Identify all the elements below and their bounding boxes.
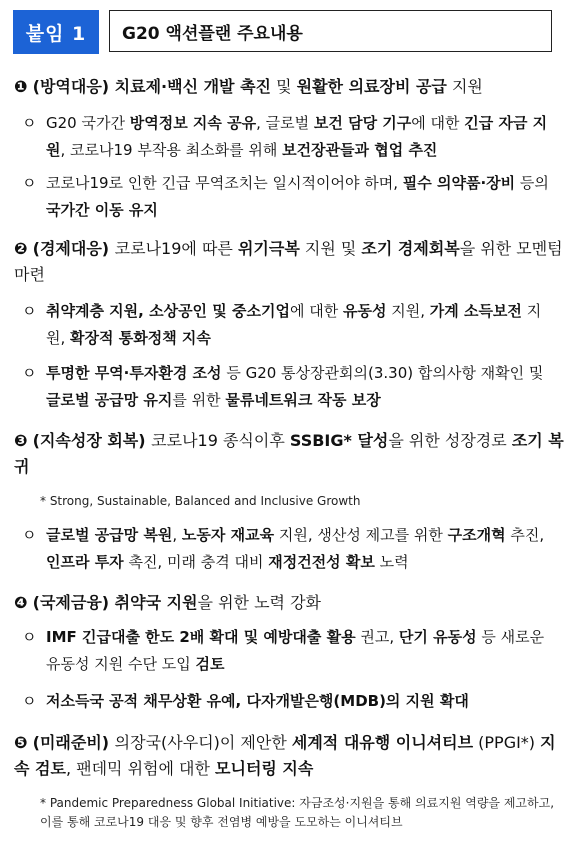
text-run: 등 새로운 유동성 지원 수단 도입 bbox=[46, 628, 545, 673]
text-run: , 팬데믹 위험에 대한 bbox=[65, 759, 216, 778]
text-run: 구조개혁 bbox=[447, 526, 506, 544]
text-run: 지원, 생산성 제고를 위한 bbox=[274, 526, 448, 544]
text-run: 에 대한 bbox=[411, 114, 465, 132]
text-run: 지원 및 bbox=[299, 239, 362, 258]
text-run: 필수 의약품·장비 bbox=[402, 174, 516, 192]
item-text bbox=[22, 360, 557, 414]
text-run: 가계 소득보전 bbox=[429, 302, 522, 320]
section-number: ❶ bbox=[14, 77, 28, 96]
item-text: 저소득국 공적 채무상환 유예, 다자개발은행(MDB)의 지원 확대 bbox=[46, 692, 469, 710]
attachment-badge: 붙임 1 bbox=[13, 10, 99, 54]
text-run: SSBIG* 달성 bbox=[289, 431, 389, 450]
footnote-ppgi: * Pandemic Preparedness Global Initiative: 자금조성·지원을 통해 의료지원 역량을 제고하고, 이를 통해 코로나19 대응 및 향후 전염병 예방을 도모하는 이니셔티브 bbox=[40, 796, 555, 829]
text-run: 을 위한 모멘텀 마련 bbox=[14, 239, 563, 284]
header bbox=[13, 10, 554, 54]
text-run: 단기 유동성 bbox=[398, 628, 477, 646]
section-number: ❷ bbox=[14, 239, 28, 258]
section-2-item-2 bbox=[22, 360, 557, 414]
text-run: 인프라 투자 bbox=[46, 553, 124, 571]
text-run: 을 위한 성장경로 bbox=[388, 431, 512, 450]
section-1-label: (방역대응) bbox=[32, 77, 115, 96]
text-run: 등 G20 통상장관회의(3.30) 합의사항 재확인 및 bbox=[221, 364, 544, 382]
text-run: 위기극복 bbox=[237, 239, 300, 258]
text-run: 추진, bbox=[505, 526, 545, 544]
text-run: 방역정보 지속 공유 bbox=[129, 114, 257, 132]
text-run: 유동성 bbox=[342, 302, 387, 320]
text-run: 보건장관들과 협업 추진 bbox=[282, 141, 438, 159]
text-run: 코로나19 종식이후 bbox=[151, 431, 290, 450]
text-run: 지속 검토 bbox=[14, 733, 556, 778]
section-2-heading bbox=[14, 236, 564, 288]
text-run: 치료제·백신 개발 촉진 bbox=[114, 77, 271, 96]
item-text bbox=[22, 298, 557, 352]
bullet-icon: ㅇ bbox=[22, 692, 37, 710]
text-run: 지원, bbox=[386, 302, 430, 320]
item-text bbox=[22, 624, 557, 678]
section-number: ❺ bbox=[14, 733, 28, 752]
bullet-icon: ㅇ bbox=[22, 174, 37, 192]
text-run: 모니터링 지속 bbox=[215, 759, 314, 778]
text-run: 촉진, 미래 충격 대비 bbox=[123, 553, 269, 571]
section-4-label: (국제금융) bbox=[32, 593, 115, 612]
text-run: 및 bbox=[271, 77, 297, 96]
text-run: 재정건전성 확보 bbox=[268, 553, 375, 571]
text-run: 지원 bbox=[446, 77, 483, 96]
section-5-heading bbox=[14, 730, 564, 782]
text-run: 에 대한 bbox=[289, 302, 343, 320]
text-run: 코로나19로 인한 긴급 무역조치는 일시적이어야 하며, bbox=[46, 174, 403, 192]
bullet-icon: ㅇ bbox=[22, 628, 37, 646]
section-2-label: (경제대응) bbox=[32, 239, 115, 258]
text-run: 노동자 재교육 bbox=[181, 526, 275, 544]
text-run: , bbox=[172, 526, 182, 544]
text-run: 검토 bbox=[195, 655, 225, 673]
page-title: G20 액션플랜 주요내용 bbox=[109, 10, 552, 52]
text-run: (PPGI*) bbox=[473, 733, 541, 752]
text-run: 원활한 의료장비 공급 bbox=[296, 77, 447, 96]
item-text bbox=[22, 110, 557, 164]
text-run: , 코로나19 부작용 최소화를 위해 bbox=[60, 141, 283, 159]
section-1-item-2 bbox=[22, 170, 557, 224]
text-run: 취약계층 지원, 소상공인 및 중소기업 bbox=[46, 302, 290, 320]
text-run: IMF 긴급대출 한도 2배 확대 및 예방대출 활용 bbox=[46, 628, 356, 646]
text-run: 글로벌 공급망 복원 bbox=[46, 526, 173, 544]
text-run: 취약국 지원 bbox=[114, 593, 198, 612]
text-run: , 글로벌 bbox=[256, 114, 314, 132]
text-run: 긴급 자금 지원 bbox=[46, 114, 548, 159]
text-run: 를 위한 bbox=[172, 391, 226, 409]
section-3-heading bbox=[14, 428, 564, 480]
text-run: 확장적 통화정책 지속 bbox=[70, 329, 211, 347]
bullet-icon: ㅇ bbox=[22, 302, 37, 320]
section-number: ❹ bbox=[14, 593, 28, 612]
section-3-label: (지속성장 회복) bbox=[32, 431, 152, 450]
text-run: 글로벌 공급망 유지 bbox=[46, 391, 173, 409]
text-run: 조기 복귀 bbox=[14, 431, 564, 476]
footnote-ssbig: * Strong, Sustainable, Balanced and Inclusive Growth bbox=[40, 494, 361, 508]
bullet-icon: ㅇ bbox=[22, 114, 37, 132]
section-4-item-1 bbox=[22, 624, 557, 678]
item-text bbox=[22, 522, 557, 576]
text-run: 세계적 대유행 이니셔티브 bbox=[291, 733, 474, 752]
text-run: 등의 bbox=[515, 174, 549, 192]
text-run: 보건 담당 기구 bbox=[313, 114, 412, 132]
section-3-item-1 bbox=[22, 522, 557, 576]
text-run: 국가간 이동 유지 bbox=[46, 201, 158, 219]
text-run: 코로나19에 따른 bbox=[114, 239, 238, 258]
text-run: 권고, bbox=[355, 628, 399, 646]
section-4-heading bbox=[14, 590, 564, 616]
section-1-item-1 bbox=[22, 110, 557, 164]
section-2-item-1 bbox=[22, 298, 557, 352]
bullet-icon: ㅇ bbox=[22, 364, 37, 382]
item-text bbox=[22, 170, 557, 224]
text-run: 을 위한 노력 강화 bbox=[197, 593, 321, 612]
section-4-item-2 bbox=[22, 688, 557, 715]
text-run: 의장국(사우디)이 제안한 bbox=[114, 733, 292, 752]
section-1-heading bbox=[14, 74, 564, 100]
bullet-icon: ㅇ bbox=[22, 526, 37, 544]
text-run: 노력 bbox=[374, 553, 409, 571]
text-run: 지원, bbox=[46, 302, 542, 347]
text-run: 조기 경제회복 bbox=[361, 239, 460, 258]
section-5-label: (미래준비) bbox=[32, 733, 115, 752]
text-run: 물류네트워크 작동 보장 bbox=[225, 391, 381, 409]
text-run: 투명한 무역·투자환경 조성 bbox=[46, 364, 222, 382]
section-number: ❸ bbox=[14, 431, 28, 450]
text-run: G20 국가간 bbox=[46, 114, 130, 132]
